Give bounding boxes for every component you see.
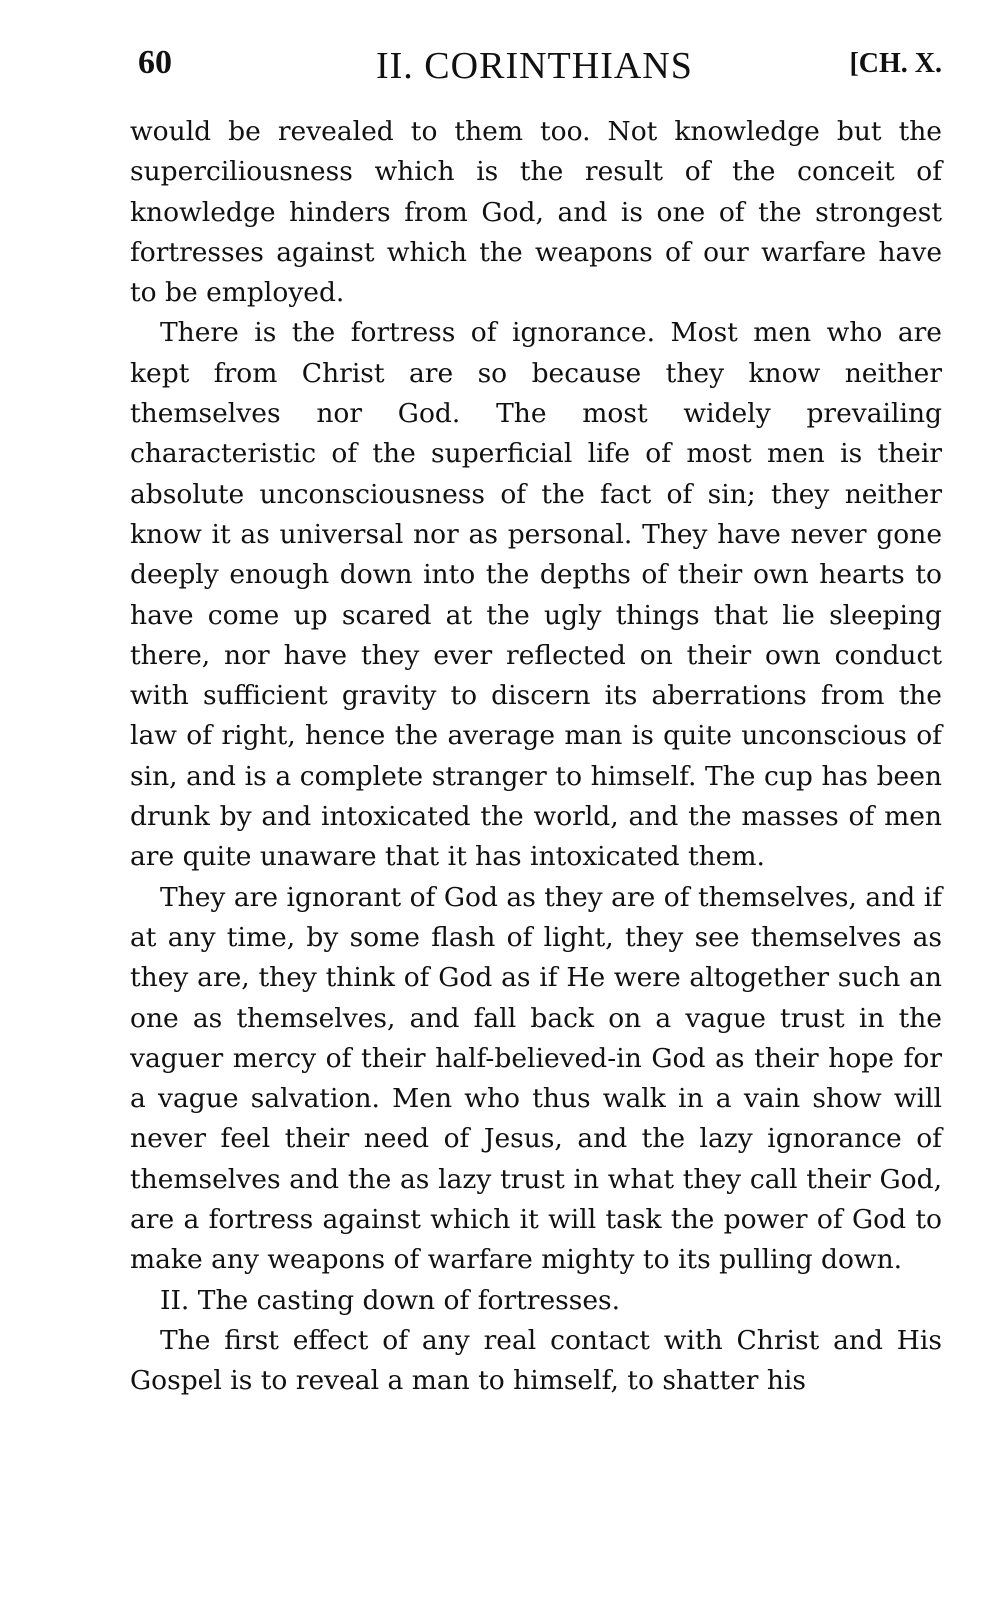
page-header bbox=[138, 44, 942, 88]
page-body bbox=[130, 112, 942, 1402]
section-heading-casting-down: II. The casting down of fortresses. bbox=[160, 1284, 621, 1316]
page-number: 60 bbox=[138, 44, 172, 81]
chapter-reference: [CH. X. bbox=[849, 48, 942, 79]
paragraph-first-effect: The first effect of any real contact with Christ and His Gospel is to reveal a man to himself, to shatter his bbox=[130, 1324, 942, 1397]
paragraph-ignorant-of-god: They are ignorant of God as they are of themselves, and if at any time, by some flash of light, they see themselves as they are, they think of God as if He were altogether such an one as themselves, and fall back on a vague trust in the vaguer mercy of their half-believed-in God as their hope for a vague salvation. Men who thus walk in a vain show will never feel their need of Jesus, and the lazy ignorance of themselves and the as lazy trust in what they call their God, are a fortress against which it will task the power of God to make any weapons of warfare mighty to its pulling down. bbox=[130, 881, 942, 1276]
paragraph-continuation: would be revealed to them too. Not knowledge but the superciliousness which is the result of the conceit of knowledge hinders from God, and is one of the strongest fortresses against which the weapons of our warfare have to be employed. bbox=[130, 116, 942, 309]
paragraph-fortress-of-ignorance: There is the fortress of ignorance. Most men who are kept from Christ are so because they know neither themselves nor God. The most widely prevailing characteristic of the superficial life of most men is their absolute unconsciousness of the fact of sin; they neither know it as universal nor as personal. They have never gone deeply enough down into the depths of their own hearts to have come up scared at the ugly things that lie sleeping there, nor have they ever reflected on their own conduct with sufficient gravity to discern its aberrations from the law of right, hence the average man is quite unconscious of sin, and is a complete stranger to himself. The cup has been drunk by and intoxicated the world, and the masses of men are quite unaware that it has intoxicated them. bbox=[130, 317, 942, 873]
running-head-title: II. CORINTHIANS bbox=[376, 45, 693, 87]
